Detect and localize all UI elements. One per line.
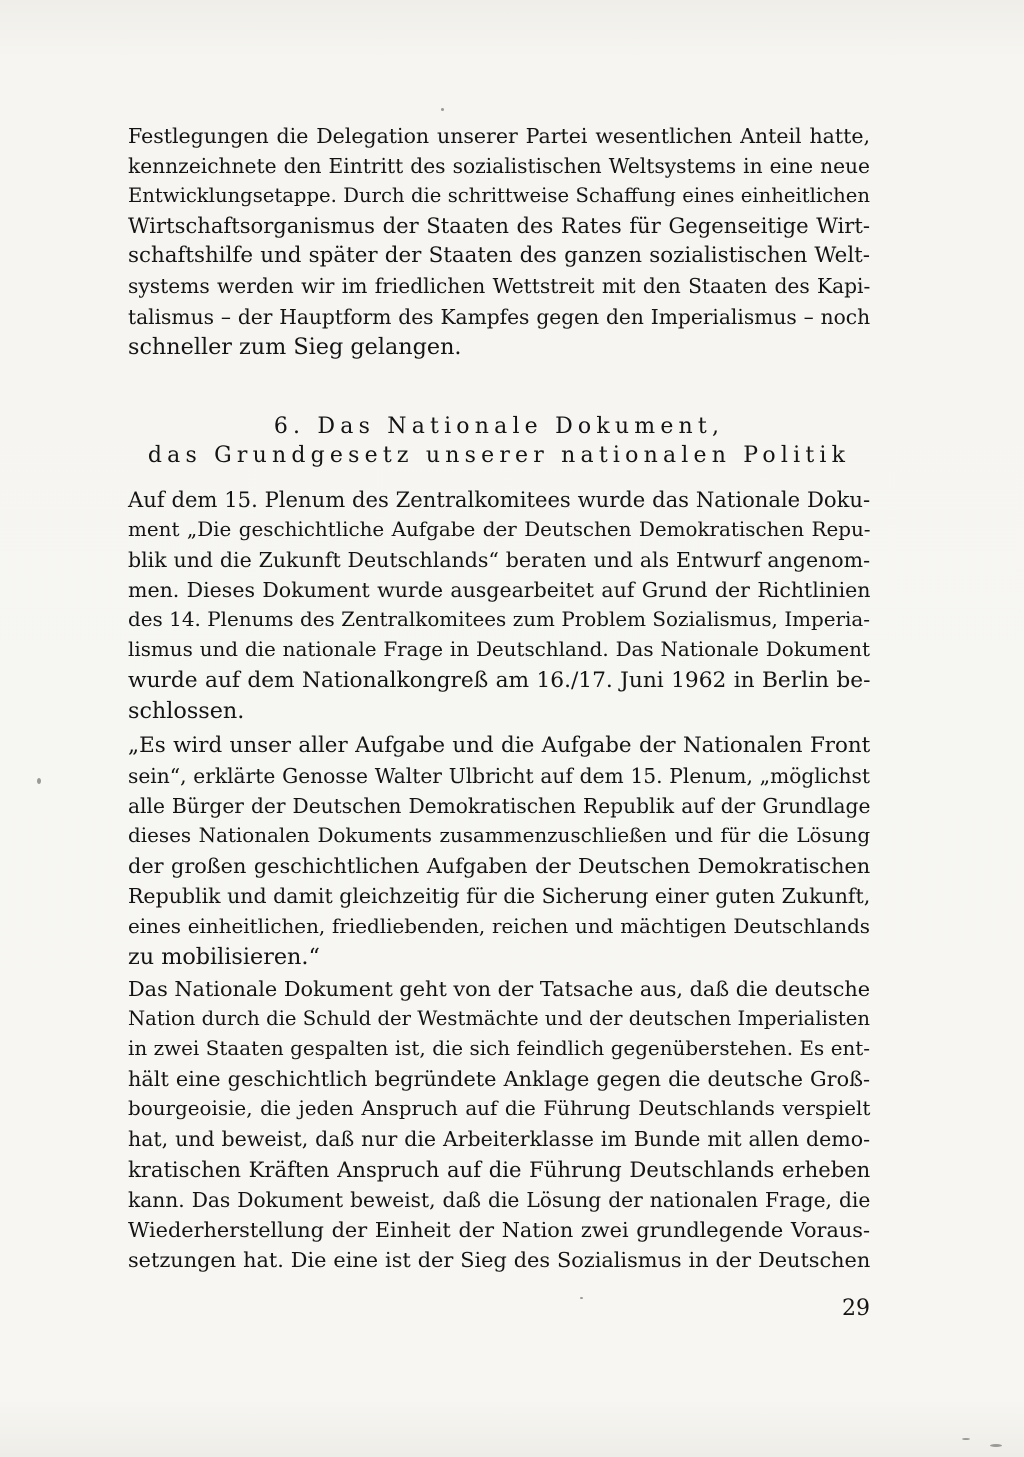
text-line: blik und die Zukunft Deutschlands“ beraten und als Entwurf angenom-	[128, 548, 870, 573]
text-line: sein“, erklärte Genosse Walter Ulbricht auf dem 15. Plenum, „möglichst	[128, 764, 870, 789]
paragraph-national-document	[128, 485, 870, 726]
paragraph-ulbricht-quote	[128, 731, 870, 972]
text-line: systems werden wir im friedlichen Wettstreit mit den Staaten des Kapi-	[128, 274, 871, 299]
text-line: eines einheitlichen, friedliebenden, reichen und mächtigen Deutschlands	[128, 914, 871, 938]
scan-speck	[990, 1444, 1002, 1447]
scan-speck	[441, 108, 444, 111]
text-line: Republik und damit gleichzeitig für die Sicherung einer guten Zukunft,	[128, 884, 871, 909]
text-line: schaftshilfe und später der Staaten des ganzen sozialistischen Welt-	[128, 243, 870, 269]
text-line: dieses Nationalen Dokuments zusammenzuschließen und für die Lösung	[128, 824, 871, 848]
paragraph-document-premise	[128, 974, 870, 1275]
text-line: schlossen.	[128, 697, 245, 724]
section-heading-line-1: 6. Das Nationale Dokument,	[273, 414, 725, 439]
text-line: wurde auf dem Nationalkongreß am 16./17. Juni 1962 in Berlin be-	[128, 667, 871, 693]
text-line: hat, und beweist, daß nur die Arbeiterklasse im Bunde mit allen demo-	[128, 1127, 870, 1152]
text-line: bourgeoisie, die jeden Anspruch auf die Führung Deutschlands verspielt	[128, 1097, 871, 1121]
text-line: der großen geschichtlichen Aufgaben der Deutschen Demokratischen	[128, 854, 871, 879]
scan-speck	[962, 1438, 970, 1440]
text-line: lismus und die nationale Frage in Deutschland. Das Nationale Dokument	[128, 638, 870, 662]
text-line: kratischen Kräften Anspruch auf die Führung Deutschlands erheben	[128, 1156, 871, 1182]
text-line: alle Bürger der Deutschen Demokratischen Republik auf der Grundlage	[128, 794, 871, 819]
text-line: kann. Das Dokument beweist, daß die Lösung der nationalen Frage, die	[128, 1187, 871, 1212]
paragraph-continuation	[128, 121, 870, 362]
text-line: Das Nationale Dokument geht von der Tatsache aus, daß die deutsche	[128, 977, 871, 1001]
text-line: Nation durch die Schuld der Westmächte und der deutschen Imperialisten	[128, 1007, 870, 1031]
text-line: Entwicklungsetappe. Durch die schrittweise Schaffung eines einheitlichen	[128, 184, 870, 208]
text-line: schneller zum Sieg gelangen.	[128, 333, 462, 360]
scan-speck	[580, 1297, 583, 1299]
text-line: des 14. Plenums des Zentralkomitees zum Problem Sozialismus, Imperia-	[128, 608, 870, 632]
text-line: talismus – der Hauptform des Kampfes gegen den Imperialismus – noch	[128, 304, 871, 329]
text-line: in zwei Staaten gespalten ist, die sich feindlich gegenüberstehen. Es ent-	[128, 1037, 870, 1061]
text-line: zu mobilisieren.“	[128, 943, 320, 970]
text-line: hält eine geschichtlich begründete Anklage gegen die deutsche Groß-	[128, 1067, 871, 1092]
text-line: ment „Die geschichtliche Aufgabe der Deutschen Demokratischen Repu-	[128, 518, 871, 542]
page-number: 29	[842, 1296, 870, 1321]
text-line: Wirtschaftsorganismus der Staaten des Rates für Gegenseitige Wirt-	[128, 213, 870, 239]
text-line: Auf dem 15. Plenum des Zentralkomitees wurde das Nationale Doku-	[128, 487, 871, 512]
text-line: Festlegungen die Delegation unserer Partei wesentlichen Anteil hatte,	[128, 124, 870, 148]
section-heading-line-2: das Grundgesetz unserer nationalen Politik	[147, 443, 851, 468]
text-line: „Es wird unser aller Aufgabe und die Aufgabe der Nationalen Front	[128, 733, 871, 758]
text-line: Wiederherstellung der Einheit der Nation zwei grundlegende Voraus-	[128, 1217, 870, 1242]
text-line: men. Dieses Dokument wurde ausgearbeitet auf Grund der Richtlinien	[128, 578, 871, 603]
scan-speck	[37, 778, 41, 784]
text-line: kennzeichnete den Eintritt des sozialistischen Weltsystems in eine neue	[128, 154, 870, 179]
text-line: setzungen hat. Die eine ist der Sieg des Sozialismus in der Deutschen	[128, 1247, 871, 1272]
